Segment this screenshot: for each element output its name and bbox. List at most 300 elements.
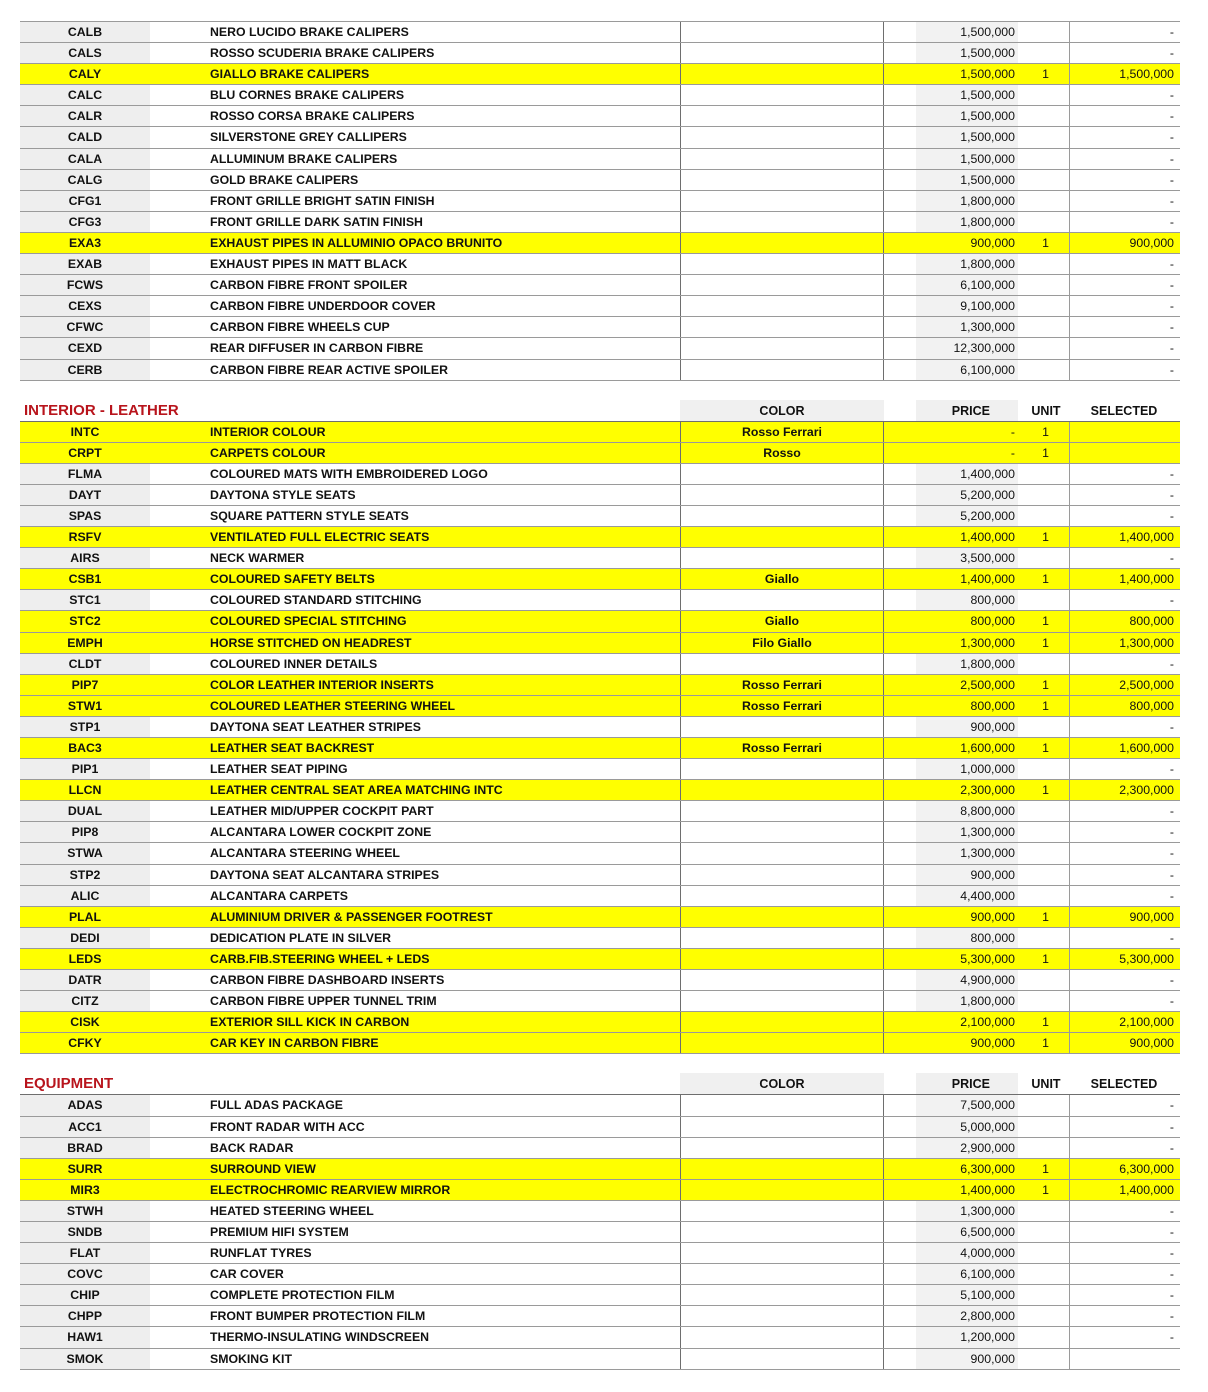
option-price: 3,500,000 [916,548,1018,568]
option-unit [1022,1095,1070,1115]
option-color [680,886,884,906]
option-unit [1022,85,1070,105]
option-unit [1022,1306,1070,1326]
option-selected-amount: - [1169,825,1174,840]
option-price: 2,300,000 [916,780,1018,800]
option-selected-amount: - [1169,656,1174,671]
option-unit [1022,506,1070,526]
option-price: 6,300,000 [916,1159,1018,1179]
option-description: DAYTONA SEAT ALCANTARA STRIPES [210,867,440,882]
option-price: 1,400,000 [916,527,1018,547]
option-price: 8,800,000 [916,801,1018,821]
option-code: SPAS [20,506,150,526]
option-description: ALCANTARA CARPETS [210,888,348,903]
option-price: 1,500,000 [916,127,1018,147]
option-selected-amount: - [1169,341,1174,356]
option-price: 4,400,000 [916,886,1018,906]
option-code: DATR [20,970,150,990]
option-unit: 1 [1022,527,1070,547]
option-selected-amount: - [1169,888,1174,903]
option-code: CALS [20,43,150,63]
column-header-color: COLOR [680,400,884,421]
option-code: CITZ [20,991,150,1011]
option-color [680,212,884,232]
option-code: CEXS [20,296,150,316]
table-row [20,886,1180,907]
option-color: Giallo [680,569,884,589]
option-price: 1,500,000 [916,22,1018,42]
option-code: EXA3 [20,233,150,253]
option-color [680,85,884,105]
option-selected-amount: 6,300,000 [1119,1161,1174,1176]
section-header [20,400,1180,422]
option-unit [1022,1327,1070,1347]
table-row [20,1138,1180,1159]
option-color [680,527,884,547]
option-unit [1022,822,1070,842]
option-color [680,1012,884,1032]
option-price: 800,000 [916,611,1018,631]
option-code: COVC [20,1264,150,1284]
table-row [20,22,1180,43]
table-row [20,1264,1180,1285]
option-unit [1022,1285,1070,1305]
option-color [680,928,884,948]
option-selected-amount: - [1169,257,1174,272]
table-row [20,843,1180,864]
option-selected-amount: 5,300,000 [1119,951,1174,966]
option-unit [1022,127,1070,147]
option-description: FRONT GRILLE DARK SATIN FINISH [210,214,423,229]
option-unit [1022,170,1070,190]
option-selected-amount: - [1169,1203,1174,1218]
option-description: CARBON FIBRE WHEELS CUP [210,320,390,335]
column-header-unit: UNIT [1031,403,1061,418]
column-header-selected: SELECTED [1090,403,1158,418]
option-description: LEATHER SEAT BACKREST [210,741,375,755]
option-code: LLCN [20,780,150,800]
option-description: CARBON FIBRE DASHBOARD INSERTS [210,973,445,988]
table-row [20,611,1180,632]
option-description: LEATHER SEAT PIPING [210,762,348,777]
option-selected-amount: 900,000 [1129,1036,1174,1051]
option-price: - [916,443,1018,463]
table-row [20,865,1180,886]
table-row [20,569,1180,590]
option-unit [1022,106,1070,126]
option-description: ROSSO CORSA BRAKE CALIPERS [210,109,415,124]
option-color [680,717,884,737]
option-code: CALD [20,127,150,147]
option-selected-amount: - [1169,109,1174,124]
option-code: HAW1 [20,1327,150,1347]
option-price: 1,500,000 [916,170,1018,190]
option-price: 1,300,000 [916,317,1018,337]
table-row [20,212,1180,233]
option-code: CISK [20,1012,150,1032]
option-code: CRPT [20,443,150,463]
option-selected-amount: - [1169,867,1174,882]
table-row [20,738,1180,759]
section-header [20,1073,1180,1095]
table-row [20,759,1180,780]
option-color [680,106,884,126]
option-description: CARBON FIBRE UNDERDOOR COVER [210,299,436,314]
option-color [680,254,884,274]
option-description: BLU CORNES BRAKE CALIPERS [210,88,405,103]
table-row [20,1201,1180,1222]
option-description: ALCANTARA LOWER COCKPIT ZONE [210,825,432,840]
option-price: 5,200,000 [916,506,1018,526]
option-color [680,1349,884,1369]
option-price: 5,300,000 [916,949,1018,969]
option-price: 1,800,000 [916,191,1018,211]
option-selected-amount: - [1169,214,1174,229]
option-unit [1022,928,1070,948]
price-list-sheet [20,21,1180,1370]
option-code: PIP8 [20,822,150,842]
option-color [680,43,884,63]
option-code: CALA [20,149,150,169]
option-price: 900,000 [916,1349,1018,1369]
option-description: LEATHER CENTRAL SEAT AREA MATCHING INTC [210,783,503,798]
option-color: Rosso Ferrari [680,675,884,695]
option-selected-amount: - [1169,46,1174,61]
option-code: FCWS [20,275,150,295]
option-selected-amount: 2,100,000 [1119,1015,1174,1030]
option-price: 9,100,000 [916,296,1018,316]
option-color [680,822,884,842]
table-row [20,970,1180,991]
option-price: 7,500,000 [916,1095,1018,1115]
table-row [20,422,1180,443]
option-description: GIALLO BRAKE CALIPERS [210,67,370,82]
table-row [20,443,1180,464]
option-unit [1022,865,1070,885]
table-row [20,64,1180,85]
option-price: 1,300,000 [916,843,1018,863]
option-description: CARBON FIBRE REAR ACTIVE SPOILER [210,362,448,377]
option-description: CARB.FIB.STEERING WHEEL + LEDS [210,951,430,966]
option-selected-amount: - [1169,88,1174,103]
table-row [20,233,1180,254]
option-code: CALR [20,106,150,126]
option-selected-amount: - [1169,487,1174,502]
option-code: BAC3 [20,738,150,758]
option-description: DEDICATION PLATE IN SILVER [210,930,392,945]
column-header-price: PRICE [916,1073,1018,1094]
table-row [20,296,1180,317]
option-code: SURR [20,1159,150,1179]
option-price: 900,000 [916,233,1018,253]
table-row [20,1159,1180,1180]
option-unit [1022,1117,1070,1137]
table-row [20,1285,1180,1306]
option-code: FLAT [20,1243,150,1263]
option-color [680,1222,884,1242]
table-row [20,1033,1180,1054]
option-description: RUNFLAT TYRES [210,1246,312,1261]
option-price: 2,800,000 [916,1306,1018,1326]
option-selected-amount: - [1169,466,1174,481]
option-unit [1022,43,1070,63]
option-selected-amount: - [1169,551,1174,566]
option-description: COLOURED SPECIAL STITCHING [210,614,407,629]
section-2 [20,1054,1180,1369]
option-code: CHIP [20,1285,150,1305]
option-selected-amount: - [1169,1224,1174,1239]
option-description: ALCANTARA STEERING WHEEL [210,846,400,861]
option-color: Filo Giallo [680,633,884,653]
option-code: STC1 [20,590,150,610]
option-selected-amount: - [1169,362,1174,377]
option-price: 1,500,000 [916,85,1018,105]
option-selected-amount: - [1169,846,1174,861]
option-selected-amount: - [1169,719,1174,734]
option-description: VENTILATED FULL ELECTRIC SEATS [210,530,430,545]
section-title: INTERIOR - LEATHER [24,401,179,419]
table-row [20,633,1180,654]
option-selected-amount: 800,000 [1129,698,1174,713]
option-selected-amount [1070,443,1178,463]
section-title: EQUIPMENT [24,1075,114,1093]
option-unit: 1 [1022,1180,1070,1200]
option-price: 1,600,000 [916,738,1018,758]
option-unit [1022,317,1070,337]
section-1 [20,381,1180,1055]
option-selected-amount: - [1169,1246,1174,1261]
option-color [680,1243,884,1263]
option-description: CAR COVER [210,1267,284,1282]
option-code: CFG1 [20,191,150,211]
option-code: PIP7 [20,675,150,695]
option-selected-amount: 1,400,000 [1119,530,1174,545]
option-unit: 1 [1022,443,1070,463]
option-unit [1022,485,1070,505]
option-code: FLMA [20,464,150,484]
option-price: 900,000 [916,1033,1018,1053]
option-code: BRAD [20,1138,150,1158]
option-price: 800,000 [916,590,1018,610]
option-unit [1022,191,1070,211]
section-0 [20,21,1180,381]
option-description: GOLD BRAKE CALIPERS [210,172,359,187]
option-price: - [916,422,1018,442]
option-unit [1022,1243,1070,1263]
option-description: COMPLETE PROTECTION FILM [210,1288,395,1303]
option-color [680,654,884,674]
option-description: COLOURED SAFETY BELTS [210,572,375,587]
option-description: HORSE STITCHED ON HEADREST [210,635,412,650]
option-code: PLAL [20,907,150,927]
option-selected-amount: 1,500,000 [1119,67,1174,82]
option-color [680,485,884,505]
option-unit [1022,275,1070,295]
option-price: 1,200,000 [916,1327,1018,1347]
option-selected-amount: - [1169,593,1174,608]
option-description: THERMO-INSULATING WINDSCREEN [210,1330,430,1345]
option-color [680,275,884,295]
table-row [20,1243,1180,1264]
option-unit [1022,970,1070,990]
option-price: 6,500,000 [916,1222,1018,1242]
option-price: 1,300,000 [916,1201,1018,1221]
option-selected-amount: 2,500,000 [1119,677,1174,692]
option-color: Rosso Ferrari [680,696,884,716]
option-selected-amount: - [1169,1288,1174,1303]
option-description: COLOURED MATS WITH EMBROIDERED LOGO [210,466,488,481]
option-code: SMOK [20,1349,150,1369]
option-code: INTC [20,422,150,442]
option-description: CARPETS COLOUR [210,445,326,460]
option-price: 1,300,000 [916,633,1018,653]
option-unit: 1 [1022,675,1070,695]
option-price: 12,300,000 [916,338,1018,358]
option-selected-amount: - [1169,1309,1174,1324]
table-row [20,1180,1180,1201]
option-unit: 1 [1022,780,1070,800]
option-description: ROSSO SCUDERIA BRAKE CALIPERS [210,46,435,61]
option-code: MIR3 [20,1180,150,1200]
table-row [20,1327,1180,1348]
option-price: 900,000 [916,907,1018,927]
option-unit: 1 [1022,907,1070,927]
option-unit [1022,886,1070,906]
table-row [20,717,1180,738]
option-code: EMPH [20,633,150,653]
option-price: 5,000,000 [916,1117,1018,1137]
option-price: 1,800,000 [916,212,1018,232]
option-color [680,170,884,190]
option-unit: 1 [1022,233,1070,253]
table-row [20,991,1180,1012]
option-color [680,360,884,380]
option-color [680,22,884,42]
option-description: COLOURED LEATHER STEERING WHEEL [210,698,456,713]
option-description: CAR KEY IN CARBON FIBRE [210,1036,379,1051]
option-price: 6,100,000 [916,1264,1018,1284]
option-code: STP1 [20,717,150,737]
table-row [20,548,1180,569]
option-code: CFWC [20,317,150,337]
table-row [20,1012,1180,1033]
option-unit [1022,149,1070,169]
option-color [680,233,884,253]
option-color [680,759,884,779]
option-unit [1022,296,1070,316]
option-code: ALIC [20,886,150,906]
option-unit [1022,338,1070,358]
option-price: 4,900,000 [916,970,1018,990]
option-unit [1022,1264,1070,1284]
option-code: STW1 [20,696,150,716]
table-row [20,106,1180,127]
option-color: Rosso Ferrari [680,422,884,442]
option-price: 5,200,000 [916,485,1018,505]
option-code: ADAS [20,1095,150,1115]
table-row [20,360,1180,381]
option-code: STWA [20,843,150,863]
table-row [20,338,1180,359]
option-color [680,317,884,337]
table-row [20,928,1180,949]
option-code: ACC1 [20,1117,150,1137]
table-row [20,949,1180,970]
option-code: CLDT [20,654,150,674]
table-row [20,1095,1180,1116]
option-color [680,464,884,484]
option-description: FRONT RADAR WITH ACC [210,1119,365,1134]
option-price: 900,000 [916,865,1018,885]
option-color [680,1033,884,1053]
option-unit: 1 [1022,422,1070,442]
table-row [20,317,1180,338]
option-code: DAYT [20,485,150,505]
option-code: STC2 [20,611,150,631]
option-price: 6,100,000 [916,275,1018,295]
option-code: CALC [20,85,150,105]
option-price: 2,100,000 [916,1012,1018,1032]
option-color [680,991,884,1011]
option-unit: 1 [1022,1033,1070,1053]
option-code: CERB [20,360,150,380]
option-price: 1,500,000 [916,43,1018,63]
table-row [20,1117,1180,1138]
table-row [20,1349,1180,1370]
option-color [680,1180,884,1200]
table-row [20,907,1180,928]
option-price: 5,100,000 [916,1285,1018,1305]
option-description: CARBON FIBRE UPPER TUNNEL TRIM [210,994,437,1009]
option-selected-amount: - [1169,172,1174,187]
option-color [680,149,884,169]
option-selected-amount: - [1169,278,1174,293]
table-row [20,275,1180,296]
option-selected-amount: 1,400,000 [1119,572,1174,587]
table-row [20,170,1180,191]
option-code: STP2 [20,865,150,885]
table-row [20,127,1180,148]
option-description: SURROUND VIEW [210,1161,316,1176]
option-price: 1,400,000 [916,464,1018,484]
option-unit [1022,548,1070,568]
table-row [20,85,1180,106]
option-unit [1022,1138,1070,1158]
option-unit: 1 [1022,949,1070,969]
option-selected-amount: 1,300,000 [1119,635,1174,650]
option-code: EXAB [20,254,150,274]
option-price: 800,000 [916,928,1018,948]
option-color [680,1117,884,1137]
option-color [680,1264,884,1284]
option-color [680,1159,884,1179]
table-row [20,485,1180,506]
option-color [680,1138,884,1158]
option-unit [1022,360,1070,380]
option-selected-amount: - [1169,1140,1174,1155]
option-code: CALG [20,170,150,190]
column-header-color: COLOR [680,1073,884,1094]
table-row [20,590,1180,611]
option-description: EXHAUST PIPES IN MATT BLACK [210,257,408,272]
option-description: ALUMINIUM DRIVER & PASSENGER FOOTREST [210,909,493,924]
option-color [680,191,884,211]
option-unit [1022,1349,1070,1369]
option-code: PIP1 [20,759,150,779]
table-row [20,43,1180,64]
option-unit [1022,22,1070,42]
option-description: ELECTROCHROMIC REARVIEW MIRROR [210,1182,451,1197]
